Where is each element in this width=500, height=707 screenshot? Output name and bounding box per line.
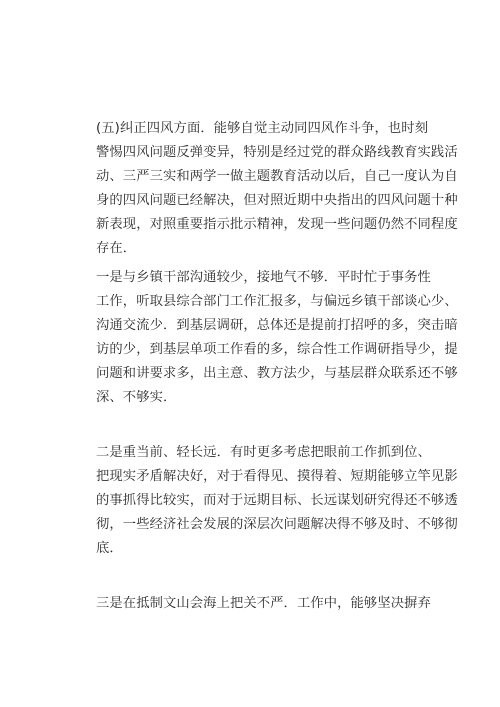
text-line: 工作，听取县综合部门工作汇报多，与偏远乡镇干部谈心少、 [96, 294, 458, 309]
text-line: 动、三严三实和两学一做主题教育活动以后，自己一度认为自 [96, 169, 458, 184]
text-line: 彻，一些经济社会发展的深层次问题解决得不够及时、不够彻 [96, 517, 458, 532]
text-line: 深、不够实． [96, 390, 177, 405]
paragraph-four-winds [96, 117, 458, 261]
paragraph-point-one [96, 266, 458, 410]
text-line: 身的四风问题已经解决，但对照近期中央指出的四风问题十种 [96, 193, 458, 208]
text-line: 访的少，到基层单项工作看的多，综合性工作调研指导少，提 [96, 342, 458, 357]
text-line: 新表现，对照重要指示批示精神，发现一些问题仍然不同程度 [96, 217, 458, 232]
text-line: 存在． [96, 241, 137, 256]
text-line: 底． [96, 541, 123, 556]
text-line: 沟通交流少．到基层调研，总体还是提前打招呼的多，突击暗 [96, 318, 458, 333]
paragraph-point-two [96, 441, 458, 561]
text-line: 问题和讲要求多，出主意、教方法少，与基层群众联系还不够 [96, 366, 458, 381]
text-line: 把现实矛盾解决好，对于看得见、摸得着、短期能够立竿见影 [96, 469, 458, 484]
text-line: 的事抓得比较实，而对于远期目标、长远谋划研究得还不够透 [96, 493, 458, 508]
text-line: 三是在抵制文山会海上把关不严．工作中，能够坚决摒弃 [96, 596, 431, 611]
text-line: 一是与乡镇干部沟通较少，接地气不够．平时忙于事务性 [96, 270, 431, 285]
text-line: 二是重当前、轻长远．有时更多考虑把眼前工作抓到位、 [96, 445, 431, 460]
paragraph-point-three [96, 592, 431, 616]
text-line: (五)纠正四风方面．能够自觉主动同四风作斗争，也时刻 [96, 121, 429, 136]
text-line: 警惕四风问题反弹变异，特别是经过党的群众路线教育实践活 [96, 145, 458, 160]
